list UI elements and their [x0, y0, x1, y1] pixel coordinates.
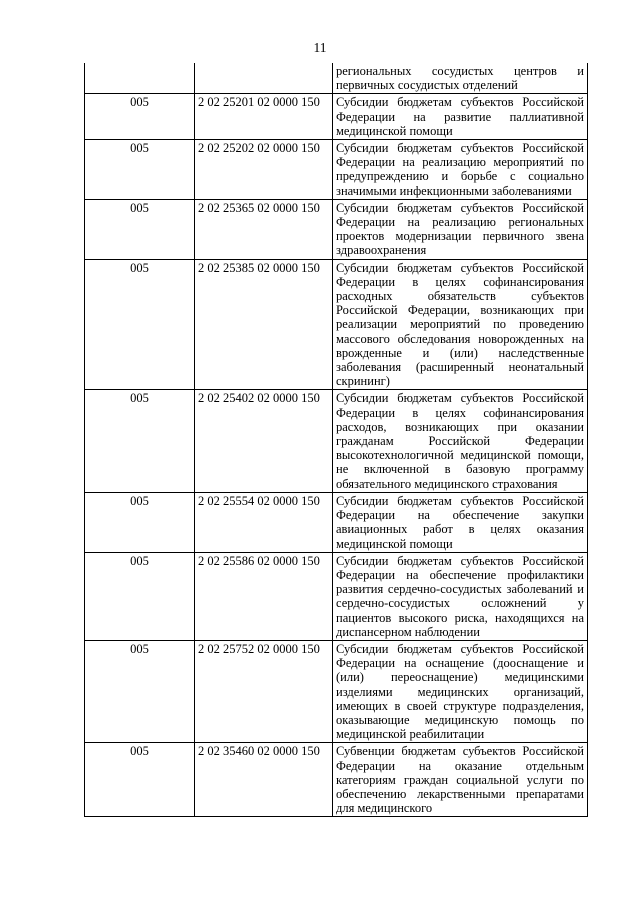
budget-code-cell: 2 02 25402 02 0000 150 [195, 390, 333, 492]
admin-code-cell: 005 [85, 390, 195, 492]
description-cell: Субсидии бюджетам субъектов Российской Федерации на обеспечение профилактики развития сердечно-сосудистых заболеваний и сердечно-сосудистых осложнений у пациентов высокого риска, находящихся на диспансерном наблюдении [333, 552, 588, 640]
admin-code-cell [85, 63, 195, 94]
revenue-code-table [84, 63, 588, 817]
table-row [85, 94, 588, 140]
description-cell: Субсидии бюджетам субъектов Российской Федерации на обеспечение закупки авиационных работ в целях оказания медицинской помощи [333, 492, 588, 552]
budget-code-cell: 2 02 25202 02 0000 150 [195, 140, 333, 200]
admin-code-cell: 005 [85, 199, 195, 259]
table-row [85, 390, 588, 492]
page-number: 11 [313, 40, 327, 55]
budget-code-cell: 2 02 25365 02 0000 150 [195, 199, 333, 259]
admin-code-cell: 005 [85, 492, 195, 552]
description-cell: Субвенции бюджетам субъектов Российской Федерации на оказание отдельным категориям граждан социальной услуги по обеспечению лекарственными препаратами для медицинского [333, 743, 588, 817]
table-row [85, 640, 588, 742]
description-cell: Субсидии бюджетам субъектов Российской Федерации в целях софинансирования расходов, возникающих при оказании гражданам Российской Федерации высокотехнологичной медицинской помощи, не включенной в базовую программу обязательного медицинского страхования [333, 390, 588, 492]
budget-code-cell: 2 02 35460 02 0000 150 [195, 743, 333, 817]
table-row [85, 259, 588, 390]
admin-code-cell: 005 [85, 552, 195, 640]
admin-code-cell: 005 [85, 94, 195, 140]
table-row [85, 492, 588, 552]
table-row [85, 552, 588, 640]
budget-code-cell: 2 02 25201 02 0000 150 [195, 94, 333, 140]
table-row [85, 140, 588, 200]
description-cell: Субсидии бюджетам субъектов Российской Федерации на развитие паллиативной медицинской помощи [333, 94, 588, 140]
budget-code-cell: 2 02 25385 02 0000 150 [195, 259, 333, 390]
budget-code-cell: 2 02 25586 02 0000 150 [195, 552, 333, 640]
table-body [85, 63, 588, 817]
table-row [85, 199, 588, 259]
budget-code-cell: 2 02 25752 02 0000 150 [195, 640, 333, 742]
budget-code-cell: 2 02 25554 02 0000 150 [195, 492, 333, 552]
admin-code-cell: 005 [85, 259, 195, 390]
budget-code-cell [195, 63, 333, 94]
admin-code-cell: 005 [85, 140, 195, 200]
table-row [85, 743, 588, 817]
table-row [85, 63, 588, 94]
description-cell: Субсидии бюджетам субъектов Российской Федерации на реализацию мероприятий по предупреждению и борьбе с социально значимыми инфекционными заболеваниями [333, 140, 588, 200]
description-cell: региональных сосудистых центров и первичных сосудистых отделений [333, 63, 588, 94]
admin-code-cell: 005 [85, 743, 195, 817]
description-cell: Субсидии бюджетам субъектов Российской Федерации в целях софинансирования расходных обязательств субъектов Российской Федерации, возникающих при реализации мероприятий по проведению массового обследования новорожденных на врожденные и (или) наследственные заболевания (расширенный неонатальный скрининг) [333, 259, 588, 390]
description-cell: Субсидии бюджетам субъектов Российской Федерации на оснащение (дооснащение и (или) переоснащение) медицинскими изделиями медицинских организаций, имеющих в своей структуре подразделения, оказывающие медицинскую помощь по медицинской реабилитации [333, 640, 588, 742]
admin-code-cell: 005 [85, 640, 195, 742]
description-cell: Субсидии бюджетам субъектов Российской Федерации на реализацию региональных проектов модернизации первичного звена здравоохранения [333, 199, 588, 259]
